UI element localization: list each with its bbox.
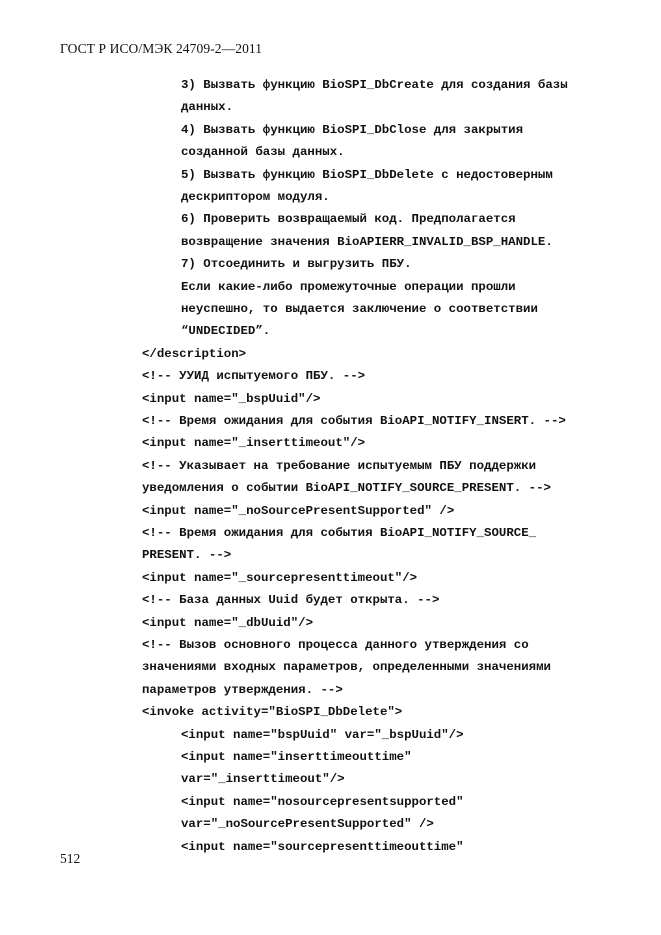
code-line: 7) Отсоединить и выгрузить ПБУ.	[181, 257, 412, 271]
code-line: неуспешно, то выдается заключение о соответствии	[181, 302, 538, 316]
code-line: <input name="sourcepresenttimeouttime"	[181, 840, 464, 854]
code-line: <input name="_dbUuid"/>	[142, 616, 314, 630]
code-line: <input name="_bspUuid"/>	[142, 392, 321, 406]
code-line: <!-- Указывает на требование испытуемым ПБУ поддержки	[142, 459, 537, 473]
code-line: <!-- База данных Uuid будет открыта. -->	[142, 593, 440, 607]
code-line: 6) Проверить возвращаемый код. Предполагается	[181, 212, 516, 226]
code-line: <input name="inserttimeouttime"	[181, 750, 412, 764]
code-line: <!-- Вызов основного процесса данного утверждения со	[142, 638, 529, 652]
code-line: </description>	[142, 347, 247, 361]
code-line: <!-- Время ожидания для события BioAPI_NOTIFY_SOURCE_	[142, 526, 537, 540]
code-line: “UNDECIDED”.	[181, 324, 271, 338]
page-number: 512	[60, 851, 81, 866]
code-line: var="_noSourcePresentSupported" />	[181, 817, 434, 831]
code-line: Если какие-либо промежуточные операции прошли	[181, 280, 516, 294]
code-line: <input name="_inserttimeout"/>	[142, 436, 366, 450]
code-line: <input name="_noSourcePresentSupported" />	[142, 504, 455, 518]
code-line: var="_inserttimeout"/>	[181, 772, 345, 786]
code-line: созданной базы данных.	[181, 145, 345, 159]
code-line: <input name="_sourcepresenttimeout"/>	[142, 571, 418, 585]
code-line: возвращение значения BioAPIERR_INVALID_BSP_HANDLE.	[181, 235, 553, 249]
code-line: значениями входных параметров, определенными значениями	[142, 660, 551, 674]
code-line: <!-- Время ожидания для события BioAPI_NOTIFY_INSERT. -->	[142, 414, 566, 428]
code-line: 3) Вызвать функцию BioSPI_DbCreate для создания базы	[181, 78, 568, 92]
code-line: <input name="bspUuid" var="_bspUuid"/>	[181, 728, 464, 742]
code-line: 4) Вызвать функцию BioSPI_DbClose для закрытия	[181, 123, 524, 137]
code-line: уведомления о событии BioAPI_NOTIFY_SOURCE_PRESENT. -->	[142, 481, 551, 495]
code-line: <input name="nosourcepresentsupported"	[181, 795, 464, 809]
code-line: данных.	[181, 100, 234, 114]
code-line: PRESENT. -->	[142, 548, 232, 562]
code-line: дескриптором модуля.	[181, 190, 330, 204]
code-line: <!-- УУИД испытуемого ПБУ. -->	[142, 369, 366, 383]
document-header: ГОСТ Р ИСО/МЭК 24709-2—2011	[60, 41, 263, 56]
code-line: 5) Вызвать функцию BioSPI_DbDelete с недостоверным	[181, 168, 553, 182]
code-line: <invoke activity="BioSPI_DbDelete">	[142, 705, 403, 719]
code-line: параметров утверждения. -->	[142, 683, 343, 697]
